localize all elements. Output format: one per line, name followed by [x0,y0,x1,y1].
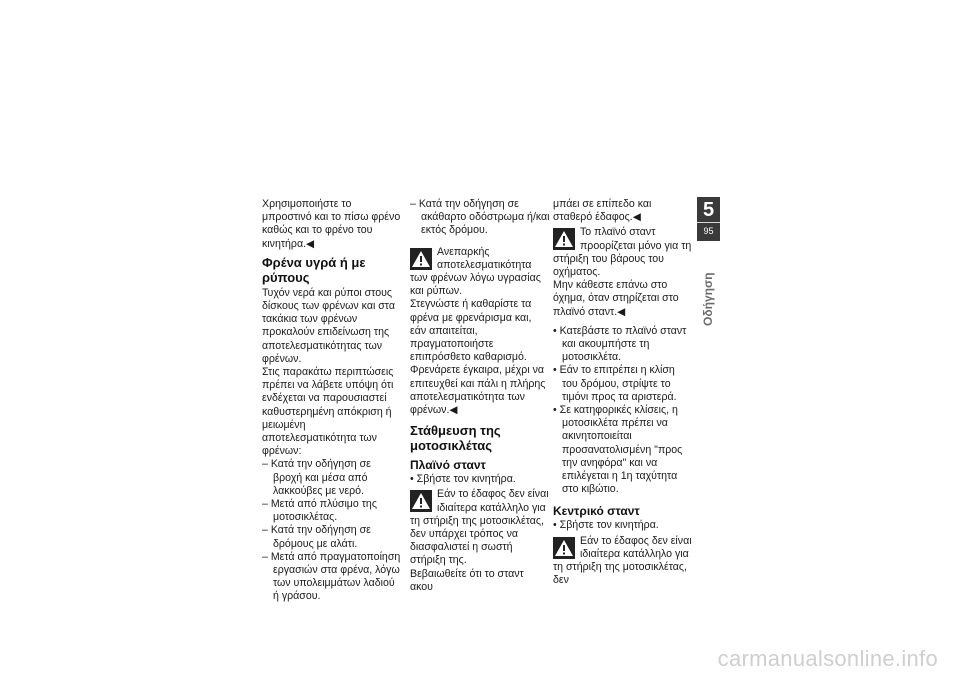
warning-block [553,535,693,588]
text-column-1 [262,198,402,604]
paragraph: Μην κάθεστε επάνω στο όχημα, όταν στηρίζεται στο πλαϊνό σταντ.◀ [553,279,679,318]
warning-block [553,226,693,279]
bullet-item: • Σβήστε τον κινητήρα. [410,473,516,486]
bullet-item-text: Σε κατηφορικές κλίσεις, η μοτοσικλέτα πρέπει να ακινητοποιείται προσανατολισμένη "προς την ανηφόρα" και να επιλέγεται η 1η ταχύτητα στο κιβώτιο. [559,404,683,496]
section-heading-wet-brakes: Φρένα υγρά ή με ρύπους [262,254,366,285]
chapter-number: 5 [702,199,715,221]
dash-item-text: Κατά την οδήγηση σε βροχή και μέσα από λακκούβες με νερό. [270,458,371,497]
warning-text: Εάν το έδαφος δεν είναι ιδιαίτερα κατάλληλο για τη στήριξη της μοτοσικλέτας, δεν [553,534,692,587]
warning-block [410,488,550,567]
chapter-tab [697,197,720,241]
paragraph: Στεγνώστε ή καθαρίστε τα φρένα με φρενάρισμα και, εάν απαιτείται, πραγματοποιήστε επιπρόσθετο καθαρισμό. [410,298,532,364]
warning-triangle-icon [553,537,575,559]
dash-item-text: Μετά από πραγματοποίηση εργασιών στα φρένα, λόγω των υπολειμμάτων λαδιού ή γράσου. [270,550,401,603]
bullet-item: • Εάν το επιτρέπει η κλίση του δρόμου, στρίψτε το τιμόνι προς τα αριστερά. [553,364,677,403]
bullet-item: • Κατεβάστε το πλαϊνό σταντ και ακουμπήστε τη μοτοσικλέτα. [553,324,687,364]
dash-item: – Κατά την οδήγηση σε ακάθαρτο οδόστρωμα ή/και εκτός δρόμου. [410,198,550,237]
dash-item-text: Κατά την οδήγηση σε ακάθαρτο οδόστρωμα ή/και εκτός δρόμου. [418,198,550,237]
paragraph: Φρενάρετε έγκαιρα, μέχρι να επιτευχθεί και πάλι η πλήρης αποτελεσματικότητα των φρένων.◀ [410,364,546,417]
warning-triangle-icon [410,248,432,270]
dash-item-text: Κατά την οδήγηση σε δρόμους με αλάτι. [270,524,371,550]
dash-item: – Μετά από πραγματοποίηση εργασιών στα φρένα, λόγω των υπολειμμάτων λαδιού ή γράσου. [262,550,401,603]
text-column-2 [410,198,550,594]
dash-item-text: Μετά από πλύσιμο της μοτοσικλέτας. [270,498,377,524]
paragraph: Βεβαιωθείτε ότι το σταντ ακου [410,567,524,593]
page-number: 95 [703,226,714,236]
intro-text: Χρησιμοποιήστε το μπροστινό και το πίσω φρένο καθώς και το φρένο του κινητήρα.◀ [262,198,401,250]
dash-item: – Κατά την οδήγηση σε βροχή και μέσα από λακκούβες με νερό. [262,458,371,497]
warning-text: Το πλαϊνό σταντ προορίζεται μόνο για τη στήριξη του βάρους του οχήματος. [553,226,692,279]
warning-text: Ανεπαρκής αποτελεσματικότητα των φρένων λόγω υγρασίας και ρύπων. [410,245,541,298]
warning-text: Εάν το έδαφος δεν είναι ιδιαίτερα κατάλληλο για τη στήριξη της μοτοσικλέτας, δεν υπάρχει τρόπος να διασφαλιστεί η σωστή στήριξη της. [410,488,549,567]
bullet-item-text: Σβήστε τον κινητήρα. [559,519,659,532]
section-heading-parking: Στάθμευση της μοτοσικλέτας [410,423,501,454]
subheading-center-stand: Κεντρικό σταντ [553,504,640,519]
bullet-item-text: Κατεβάστε το πλαϊνό σταντ και ακουμπήστε τη μοτοσικλέτα. [559,324,687,364]
bullet-item-text: Σβήστε τον κινητήρα. [416,473,516,486]
warning-block [410,246,550,299]
watermark: carmanualsonline.info [717,646,938,671]
warning-triangle-icon [410,490,432,512]
subheading-side-stand: Πλαϊνό σταντ [410,458,486,473]
dash-item: – Κατά την οδήγηση σε δρόμους με αλάτι. [262,524,371,550]
warning-triangle-icon [553,228,575,250]
dash-item: – Μετά από πλύσιμο της μοτοσικλέτας. [262,498,377,524]
paragraph: Τυχόν νερά και ρύποι στους δίσκους των φρένων και στα τακάκια των φρένων προκαλούν επιδείνωση της αποτελεσματικότητας των φρένων. [262,286,395,365]
bullet-item: • Σβήστε τον κινητήρα. [553,519,659,532]
paragraph: μπάει σε επίπεδο και σταθερό έδαφος.◀ [553,198,652,224]
divider [697,222,720,223]
text-column-3 [553,198,693,587]
paragraph: Στις παρακάτω περιπτώσεις πρέπει να λάβετε υπόψη ότι ενδέχεται να παρουσιαστεί καθυστερημένη απόκριση ή μειωμένη αποτελεσματικότητα των φρένων: [262,366,394,458]
bullet-item-text: Εάν το επιτρέπει η κλίση του δρόμου, στρίψτε το τιμόνι προς τα αριστερά. [559,364,677,403]
bullet-item: • Σε κατηφορικές κλίσεις, η μοτοσικλέτα πρέπει να ακινητοποιείται προσανατολισμένη "προς την ανηφόρα" και να επιλέγεται η 1η ταχύτητα στο κιβώτιο. [553,404,683,496]
chapter-title: Οδήγηση [701,272,715,326]
